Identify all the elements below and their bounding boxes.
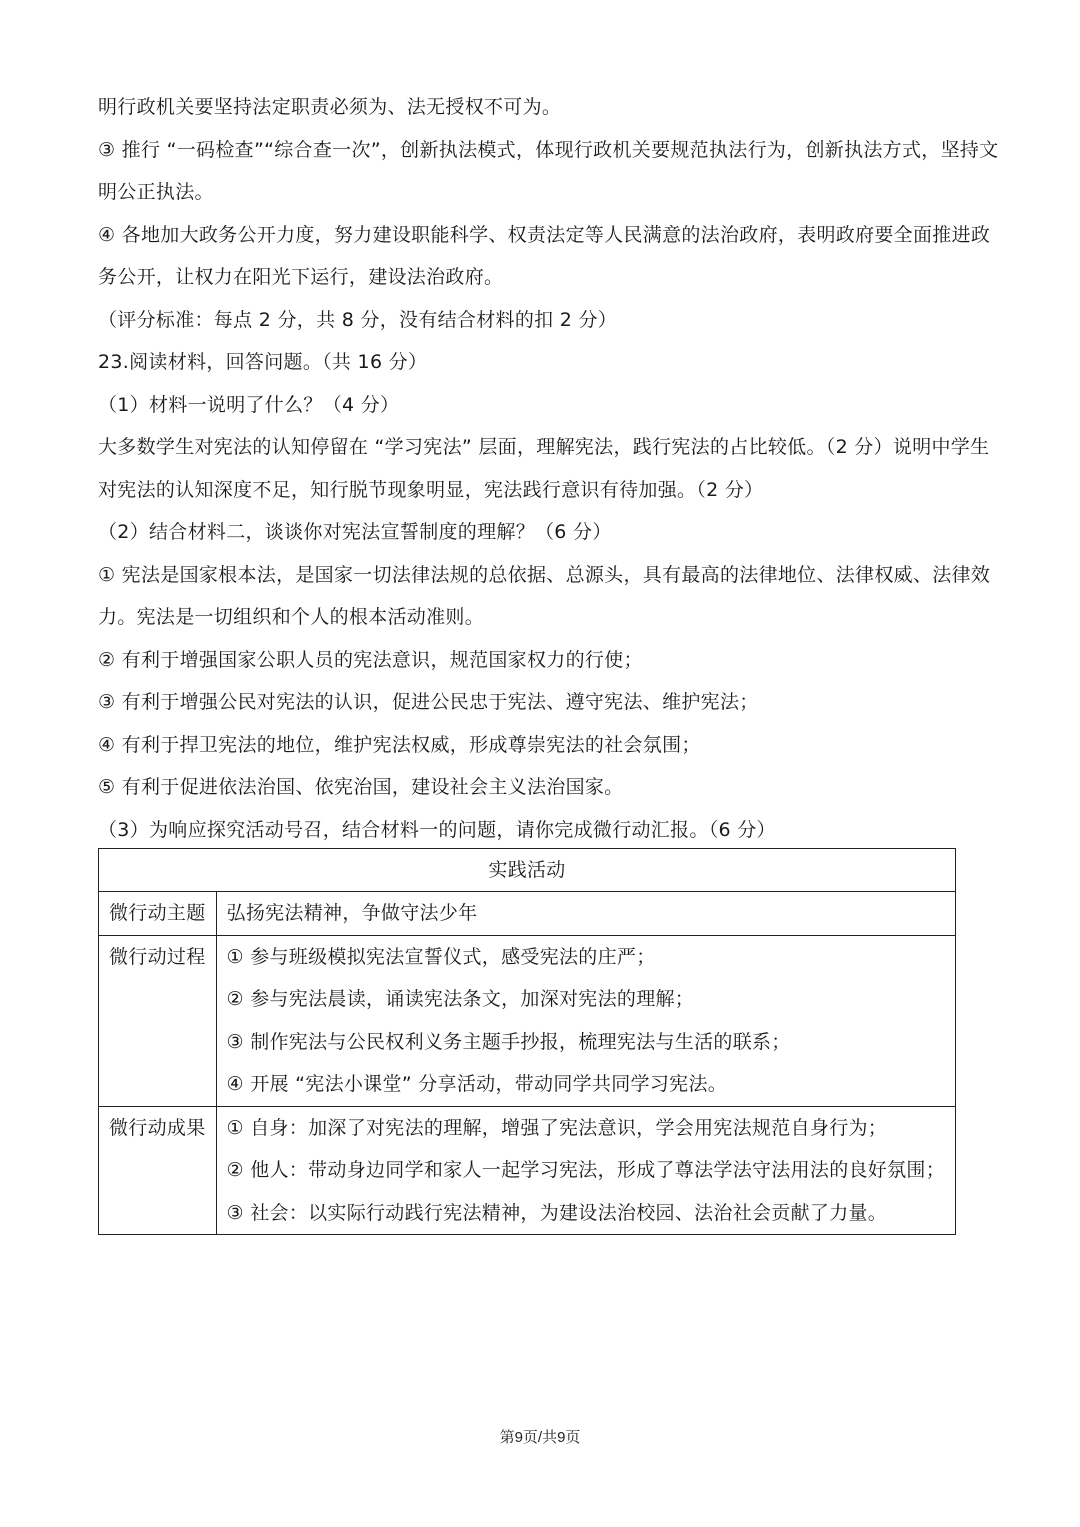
table-header-row bbox=[99, 849, 956, 892]
sub-question: （2）结合材料二，谈谈你对宪法宣誓制度的理解？（6 分） bbox=[98, 521, 612, 543]
process-item: ① 参与班级模拟宪法宣誓仪式，感受宪法的庄严； bbox=[226, 945, 656, 968]
theme-label-text: 微行动主题 bbox=[109, 902, 206, 924]
table-row bbox=[99, 935, 956, 1106]
result-item: ② 他人：带动身边同学和家人一起学习宪法，形成了尊法学法守法用法的良好氛围； bbox=[226, 1159, 945, 1181]
theme-label bbox=[99, 892, 217, 936]
text-line: ④ 各地加大政务公开力度，努力建设职能科学、权责法定等人民满意的法治政府，表明政府要全面推进政 bbox=[98, 223, 991, 246]
text-line: 力。宪法是一切组织和个人的根本活动准则。 bbox=[98, 606, 485, 628]
table-row bbox=[99, 892, 956, 936]
text-line: ② 有利于增强国家公职人员的宪法意识，规范国家权力的行使； bbox=[98, 648, 643, 671]
text-line: 大多数学生对宪法的认知停留在 “学习宪法” 层面，理解宪法，践行宪法的占比较低。（2 分）说明中学生 bbox=[98, 436, 990, 458]
activity-table bbox=[98, 848, 956, 1235]
result-label bbox=[99, 1106, 217, 1235]
result-label-text: 微行动成果 bbox=[109, 1116, 206, 1139]
text-line: ① 宪法是国家根本法，是国家一切法律法规的总依据、总源头，具有最高的法律地位、法律权威、法律效 bbox=[98, 563, 991, 586]
text-line: 对宪法的认知深度不足，知行脱节现象明显，宪法践行意识有待加强。（2 分） bbox=[98, 478, 764, 501]
table-header: 实践活动 bbox=[99, 849, 956, 892]
process-items bbox=[216, 935, 955, 1106]
theme-value-text: 弘扬宪法精神，争做守法少年 bbox=[226, 902, 478, 924]
text-line: 明公正执法。 bbox=[98, 181, 214, 203]
process-label bbox=[99, 935, 217, 1106]
result-items bbox=[216, 1106, 955, 1235]
scoring-note: （评分标准：每点 2 分，共 8 分，没有结合材料的扣 2 分） bbox=[98, 308, 618, 331]
sub-question: （3）为响应探究活动号召，结合材料一的问题，请你完成微行动汇报。（6 分） bbox=[98, 818, 776, 841]
sub-question: （1）材料一说明了什么？（4 分） bbox=[98, 393, 400, 416]
theme-value bbox=[216, 892, 955, 936]
process-label-text: 微行动过程 bbox=[109, 945, 206, 968]
result-item: ③ 社会：以实际行动践行宪法精神，为建设法治校园、法治社会贡献了力量。 bbox=[226, 1201, 888, 1224]
page-footer: 第9页/共9页 bbox=[499, 1429, 581, 1446]
answer-text bbox=[98, 86, 999, 851]
text-line: 务公开，让权力在阳光下运行，建设法治政府。 bbox=[98, 266, 504, 288]
process-item: ③ 制作宪法与公民权利义务主题手抄报，梳理宪法与生活的联系； bbox=[226, 1030, 791, 1053]
text-line: ③ 有利于增强公民对宪法的认识，促进公民忠于宪法、遵守宪法、维护宪法； bbox=[98, 691, 759, 713]
text-line: ④ 有利于捍卫宪法的地位，维护宪法权威，形成尊崇宪法的社会氛围； bbox=[98, 733, 701, 756]
text-line: ⑤ 有利于促进依法治国、依宪治国，建设社会主义法治国家。 bbox=[98, 776, 624, 798]
process-item: ④ 开展 “宪法小课堂” 分享活动，带动同学共同学习宪法。 bbox=[226, 1073, 728, 1095]
process-item: ② 参与宪法晨读，诵读宪法条文，加深对宪法的理解； bbox=[226, 988, 695, 1010]
question-heading: 23.阅读材料，回答问题。（共 16 分） bbox=[98, 351, 428, 373]
text-line: 明行政机关要坚持法定职责必须为、法无授权不可为。 bbox=[98, 96, 562, 118]
table-row bbox=[99, 1106, 956, 1235]
text-line: ③ 推行 “一码检查”“综合查一次”，创新执法模式，体现行政机关要规范执法行为，创新执法方式，坚持文 bbox=[98, 138, 999, 161]
result-item: ① 自身：加深了对宪法的理解，增强了宪法意识，学会用宪法规范自身行为； bbox=[226, 1116, 888, 1139]
